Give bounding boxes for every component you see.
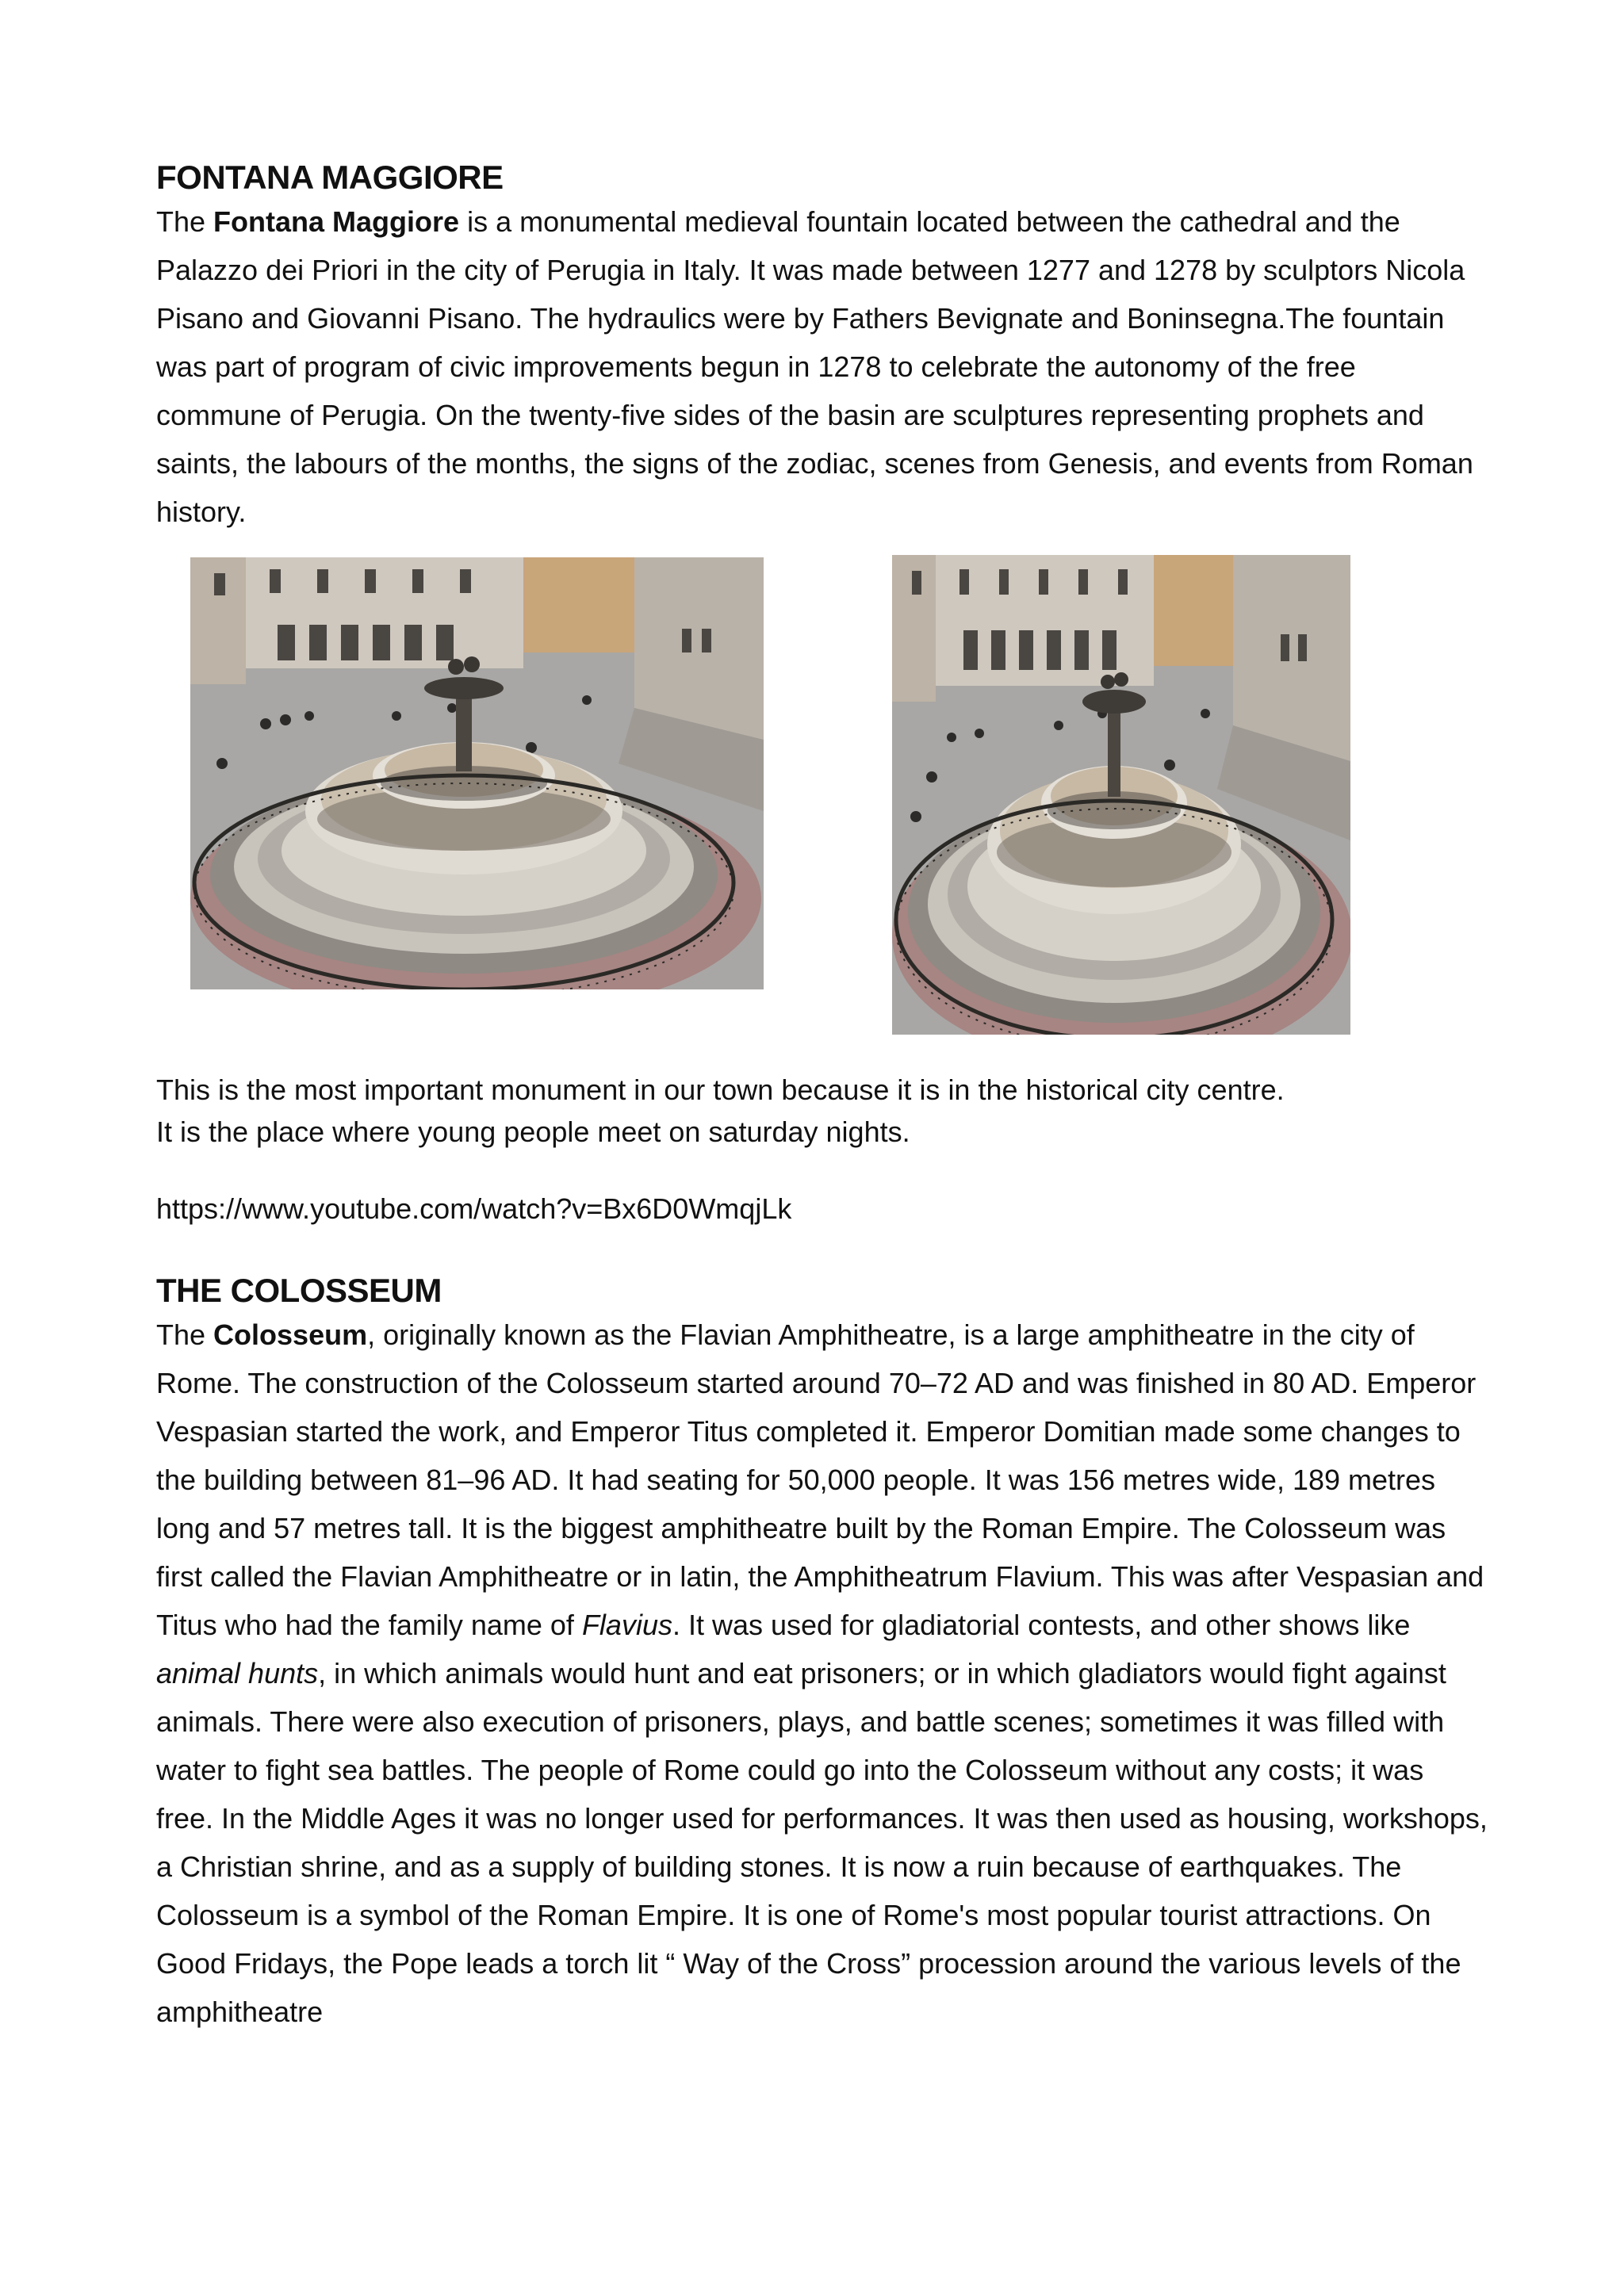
fontana-note-line-1: This is the most important monument in our town because it is in the historical city centre. xyxy=(156,1073,1285,1106)
fontana-text: is a monumental medieval fountain located between the cathedral and the Palazzo dei Priori in the city of Perugia in Italy. It was made between 1277 and 1278 by sculptors Nicola Pisano and Giovanni Pisano. The hydraulics were by Fathers Bevignate and Boninsegna.The fountain was part of program of civic improvements begun in 1278 to celebrate the autonomy of the free commune of Perugia. On the twenty-five sides of the basin are sculptures representing prophets and saints, the labours of the months, the signs of the zodiac, scenes from Genesis, and events from Roman history. xyxy=(156,205,1473,528)
colosseum-text-a: , originally known as the Flavian Amphitheatre, is a large amphitheatre in the city of Rome. The construction of the Colosseum started around 70–72 AD and was finished in 80 AD. Emperor Vespasian started the work, and Emperor Titus completed it. Emperor Domitian made some changes to the building between 81–96 AD. It had seating for 50,000 people. It was 156 metres wide, 189 metres long and 57 metres tall. It is the biggest amphitheatre built by the Roman Empire. The Colosseum was first called the Flavian Amphitheatre or in latin, the Amphitheatrum Flavium. This was after Vespasian and Titus who had the family name of xyxy=(156,1318,1484,1641)
section-heading-colosseum: THE COLOSSEUM xyxy=(156,1272,442,1309)
fontana-note-line-2: It is the place where young people meet on saturday nights. xyxy=(156,1115,910,1148)
fontana-name-bold: Fontana Maggiore xyxy=(213,205,460,238)
colosseum-name-bold: Colosseum xyxy=(213,1318,368,1351)
fountain-illustration xyxy=(892,555,1350,1035)
fontana-paragraph xyxy=(156,197,1488,536)
fountain-illustration xyxy=(190,557,764,989)
colosseum-paragraph xyxy=(156,1311,1488,2036)
fountain-photo-left xyxy=(190,557,764,989)
flavius-italic: Flavius xyxy=(581,1609,672,1641)
colosseum-text-c: , in which animals would hunt and eat prisoners; or in which gladiators would fight against animals. There were also execution of prisoners, plays, and battle scenes; sometimes it was filled with water to fight sea battles. The people of Rome could go into the Colosseum without any costs; it was free. In the Middle Ages it was no longer used for performances. It was then used as housing, workshops, a Christian shrine, and as a supply of building stones. It is now a ruin because of earthquakes. The Colosseum is a symbol of the Roman Empire. It is one of Rome's most popular tourist attractions. On Good Fridays, the Pope leads a torch lit “ Way of the Cross” procession around the various levels of the amphitheatre xyxy=(156,1657,1488,2028)
animal-hunts-italic: animal hunts xyxy=(156,1657,319,1689)
intro-the: The xyxy=(156,205,214,238)
youtube-link[interactable]: https://www.youtube.com/watch?v=Bx6D0WmqjLk xyxy=(156,1192,792,1225)
fountain-photo-right xyxy=(892,555,1350,1035)
intro-the: The xyxy=(156,1318,214,1351)
section-heading-fontana: FONTANA MAGGIORE xyxy=(156,159,504,196)
colosseum-text-b: . It was used for gladiatorial contests, and other shows like xyxy=(672,1609,1411,1641)
